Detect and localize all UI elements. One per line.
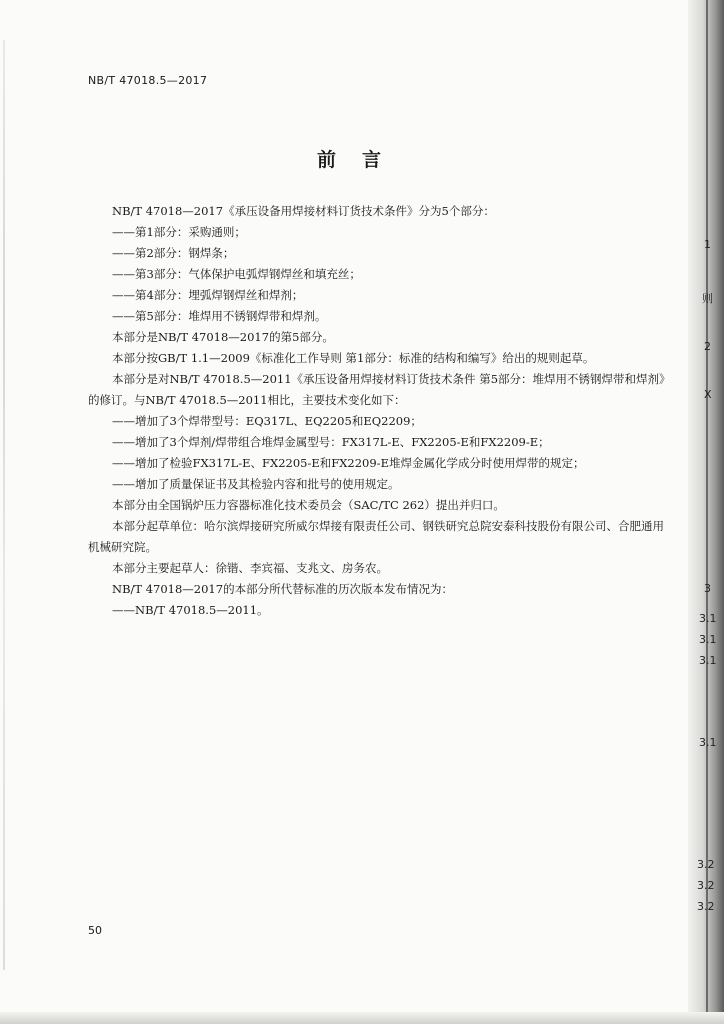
side-mark: 2 xyxy=(704,340,711,353)
page-number: 50 xyxy=(88,924,102,937)
side-mark: 3.2 xyxy=(697,879,715,892)
intro-paragraph: NB/T 47018—2017《承压设备用焊接材料订货技术条件》分为5个部分： xyxy=(112,204,495,218)
drafters: 本部分主要起草人：徐锴、李宾福、支兆文、房务农。 xyxy=(112,561,388,575)
part-item: ——第2部分：钢焊条； xyxy=(112,246,235,260)
side-mark: 则 xyxy=(702,292,713,305)
change-item: ——增加了质量保证书及其检验内容和批号的使用规定。 xyxy=(112,477,400,491)
change-item: ——增加了检验FX317L-E、FX2205-E和FX2209-E堆焊金属化学成分时使用焊带的规定； xyxy=(112,456,585,470)
part-statement: 本部分是NB/T 47018—2017的第5部分。 xyxy=(112,330,334,344)
scan-bottom-edge xyxy=(0,1012,724,1024)
proposer-statement: 本部分由全国锅炉压力容器标准化技术委员会（SAC/TC 262）提出并归口。 xyxy=(112,498,505,512)
side-mark: 1 xyxy=(704,238,711,251)
revision-statement: 本部分是对NB/T 47018.5—2011《承压设备用焊接材料订货技术条件 第5部分：堆焊用不锈钢焊带和焊剂》的修订。与NB/T 47018.5—2011相比，主要技术变化如下： xyxy=(88,372,665,407)
side-mark: 3.1 xyxy=(699,736,717,749)
drafting-units: 本部分起草单位：哈尔滨焊接研究所威尔焊接有限责任公司、钢铁研究总院安泰科技股份有限公司、合肥通用机械研究院。 xyxy=(88,519,664,554)
standard-code: NB/T 47018.5—2017 xyxy=(88,74,208,87)
side-mark: 3.1 xyxy=(699,633,717,646)
side-mark: 3.1 xyxy=(699,612,717,625)
part-item: ——第1部分：采购通则； xyxy=(112,225,246,239)
change-item: ——增加了3个焊剂/焊带组合堆焊金属型号：FX317L-E、FX2205-E和FX2209-E； xyxy=(112,435,550,449)
side-mark: 3.2 xyxy=(697,900,715,913)
change-item: ——增加了3个焊带型号：EQ317L、EQ2205和EQ2209； xyxy=(112,414,422,428)
side-mark: 3.2 xyxy=(697,858,715,871)
foreword-body xyxy=(88,201,666,621)
history-item: ——NB/T 47018.5—2011。 xyxy=(112,603,269,617)
side-mark: 3 xyxy=(704,582,711,595)
part-item: ——第5部分：堆焊用不锈钢焊带和焊剂。 xyxy=(112,309,327,323)
drafting-rules: 本部分按GB/T 1.1—2009《标准化工作导则 第1部分：标准的结构和编写》给出的规则起草。 xyxy=(112,351,595,365)
page-title: 前言 xyxy=(316,149,407,171)
part-item: ——第4部分：埋弧焊钢焊丝和焊剂； xyxy=(112,288,304,302)
part-item: ——第3部分：气体保护电弧焊钢焊丝和填充丝； xyxy=(112,267,361,281)
page-left-edge xyxy=(3,40,5,970)
side-mark: 3.1 xyxy=(699,654,717,667)
history-intro: NB/T 47018—2017的本部分所代替标准的历次版本发布情况为： xyxy=(112,582,454,596)
side-mark: X xyxy=(704,388,712,401)
